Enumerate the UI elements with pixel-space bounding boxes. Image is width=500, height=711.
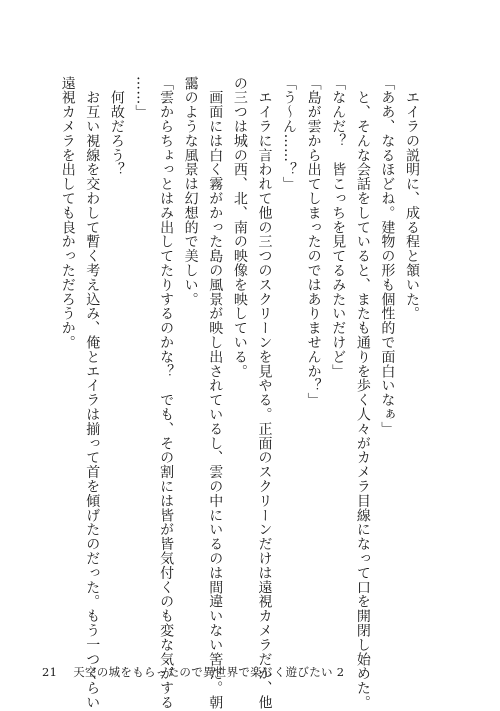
- text-line: 「雲からちょっとはみ出してたりするのかな？ でも、その割には皆が皆気付くのも変な気がする: [158, 76, 175, 710]
- text-line: 「なんだ？ 皆こっちを見てるみたいだけど」: [330, 76, 347, 379]
- text-line: 「う～ん……？」: [281, 76, 298, 192]
- text-line: エイラの説明に、成る程と頷いた。: [404, 76, 420, 321]
- text-line: ……」: [133, 76, 150, 120]
- text-line: エイラに言われて他の三つのスクリーンを見やる。正面のスクリーンだけは遠視カメラだが、他: [256, 76, 273, 710]
- text-line: の三つは城の西、北、南の映像を映している。: [231, 76, 248, 379]
- text-line: 遠視カメラを出しても良かっただろうか。: [59, 76, 76, 350]
- text-line: 画面には白く霧がかった島の風景が映し出されているし、雲の中にいるのは間違いない筈だ。朝: [207, 76, 224, 710]
- text-line: 靄のような風景は幻想的で美しい。: [182, 76, 199, 307]
- text-line: と、そんな会話をしていると、またも通りを歩く人々がカメラ目線になって口を開閉し始めた。: [354, 76, 371, 710]
- text-line: 何故だろう？: [108, 76, 125, 177]
- running-title: 天空の城をもらったので異世界で楽しく遊びたい 2: [73, 665, 345, 679]
- text-line: お互い視線を交わして暫く考え込み、俺とエイラは揃って首を傾げたのだった。もう一つくらい: [84, 76, 101, 710]
- text-line: 「ああ、なるほどね。建物の形も個性的で面白いなぁ」: [379, 76, 396, 436]
- page-footer: [42, 664, 344, 680]
- text-line: 「島が雲から出てしまったのではありませんか？」: [305, 76, 322, 408]
- page-number: 21: [42, 665, 58, 679]
